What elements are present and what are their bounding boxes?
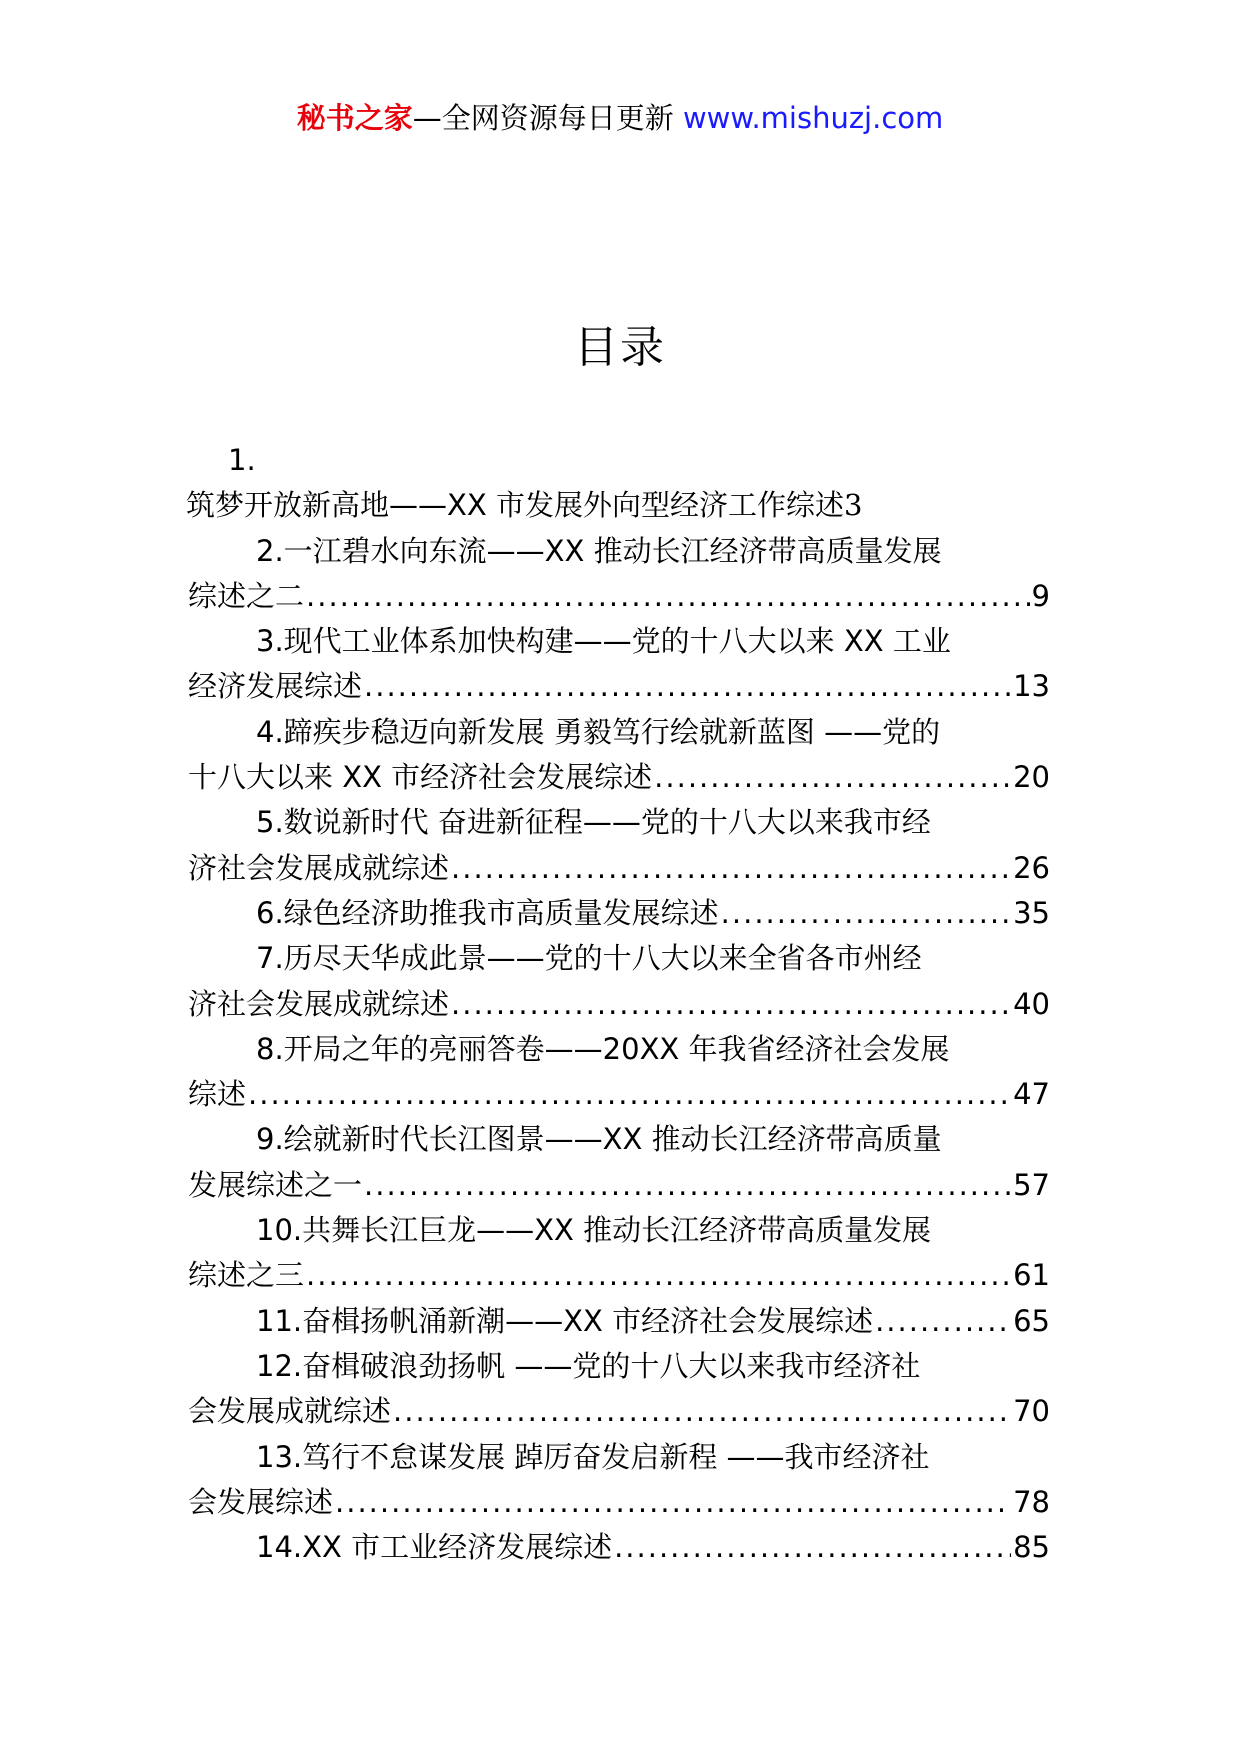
toc-entry-title: 14.XX 市工业经济发展综述 — [256, 1530, 613, 1565]
toc-entry-page: 40 — [1013, 986, 1050, 1021]
toc-leader-dots — [875, 1299, 1011, 1344]
toc-leader-dots — [248, 1072, 1011, 1117]
toc-entry-14[interactable] — [188, 1525, 1050, 1570]
table-of-contents — [188, 438, 1050, 1570]
toc-entry-title-cont: 会发展综述 — [188, 1484, 334, 1519]
toc-leader-dots — [393, 1389, 1011, 1434]
toc-entry-title: 4.蹄疾步稳迈向新发展 勇毅笃行绘就新蓝图 ——党的 — [256, 714, 941, 749]
toc-entry-title: 3.现代工业体系加快构建——党的十八大以来 XX 工业 — [256, 624, 951, 659]
toc-entry-11[interactable] — [188, 1299, 1050, 1344]
toc-leader-dots — [451, 846, 1011, 891]
toc-entry-8[interactable] — [188, 1027, 1050, 1118]
toc-leader-dots — [721, 891, 1011, 936]
toc-entry-title: 10.共舞长江巨龙——XX 推动长江经济带高质量发展 — [256, 1213, 932, 1248]
toc-entry-title-cont: 十八大以来 XX 市经济社会发展综述 — [188, 760, 653, 795]
toc-leader-dots — [451, 982, 1011, 1027]
toc-entry-9[interactable] — [188, 1117, 1050, 1208]
toc-entry-page: 65 — [1013, 1303, 1050, 1338]
toc-entry-title-cont: 综述之二 — [188, 578, 305, 613]
toc-entry-page: 9 — [1031, 578, 1050, 613]
toc-entry-page: 20 — [1013, 760, 1050, 795]
toc-entry-1[interactable] — [188, 438, 1050, 529]
toc-entry-title: 6.绿色经济助推我市高质量发展综述 — [256, 895, 719, 930]
toc-entry-7[interactable] — [188, 936, 1050, 1027]
toc-entry-page: 85 — [1013, 1530, 1050, 1565]
toc-entry-page: 35 — [1013, 895, 1050, 930]
toc-entry-page: 3 — [843, 488, 863, 523]
toc-entry-2[interactable] — [188, 529, 1050, 620]
toc-leader-dots — [654, 755, 1011, 800]
toc-entry-title: 2.一江碧水向东流——XX 推动长江经济带高质量发展 — [256, 533, 942, 568]
toc-entry-title-cont: 会发展成就综述 — [188, 1394, 392, 1429]
toc-entry-page: 61 — [1013, 1258, 1050, 1293]
toc-entry-title: 12.奋楫破浪劲扬帆 ——党的十八大以来我市经济社 — [256, 1348, 921, 1383]
toc-entry-13[interactable] — [188, 1435, 1050, 1526]
toc-entry-title-cont: 济社会发展成就综述 — [188, 986, 450, 1021]
site-url-link[interactable]: www.mishuzj.com — [682, 101, 944, 135]
toc-leader-dots — [306, 574, 1030, 619]
toc-entry-3[interactable] — [188, 619, 1050, 710]
site-brand: 秘书之家 — [296, 101, 413, 135]
toc-entry-number: 1. — [228, 443, 256, 477]
site-header — [0, 98, 1240, 138]
toc-leader-dots — [364, 1163, 1011, 1208]
toc-entry-page: 13 — [1013, 669, 1050, 704]
toc-leader-dots — [364, 664, 1011, 709]
toc-entry-title-cont: 综述 — [188, 1077, 247, 1112]
toc-entry-title: 13.笃行不怠谋发展 踔厉奋发启新程 ——我市经济社 — [256, 1439, 930, 1474]
toc-entry-title: 8.开局之年的亮丽答卷——20XX 年我省经济社会发展 — [256, 1031, 950, 1066]
document-title: 目录 — [574, 322, 666, 373]
toc-entry-page: 57 — [1013, 1167, 1050, 1202]
toc-entry-12[interactable] — [188, 1344, 1050, 1435]
toc-entry-title-cont: 综述之三 — [188, 1258, 305, 1293]
toc-leader-dots — [335, 1480, 1011, 1525]
toc-entry-title: 9.绘就新时代长江图景——XX 推动长江经济带高质量 — [256, 1122, 942, 1157]
toc-entry-page: 70 — [1013, 1394, 1050, 1429]
toc-leader-dots — [614, 1525, 1011, 1570]
toc-entry-page: 47 — [1013, 1077, 1050, 1112]
toc-entry-title: 5.数说新时代 奋进新征程——党的十八大以来我市经 — [256, 805, 931, 840]
toc-entry-5[interactable] — [188, 800, 1050, 891]
toc-entry-4[interactable] — [188, 710, 1050, 801]
toc-entry-6[interactable] — [188, 891, 1050, 936]
toc-entry-title: 7.历尽天华成此景——党的十八大以来全省各市州经 — [256, 941, 922, 976]
toc-leader-dots — [306, 1253, 1011, 1298]
toc-entry-title-cont: 发展综述之一 — [188, 1167, 363, 1202]
toc-entry-title-cont: 经济发展综述 — [188, 669, 363, 704]
toc-entry-page: 78 — [1013, 1484, 1050, 1519]
toc-entry-title-cont: 济社会发展成就综述 — [188, 850, 450, 885]
toc-entry-title: 筑梦开放新高地——XX 市发展外向型经济工作综述 — [186, 488, 844, 523]
toc-entry-title: 11.奋楫扬帆涌新潮——XX 市经济社会发展综述 — [256, 1303, 874, 1338]
toc-entry-10[interactable] — [188, 1208, 1050, 1299]
toc-entry-page: 26 — [1013, 850, 1050, 885]
site-slogan: —全网资源每日更新 — [412, 101, 683, 135]
